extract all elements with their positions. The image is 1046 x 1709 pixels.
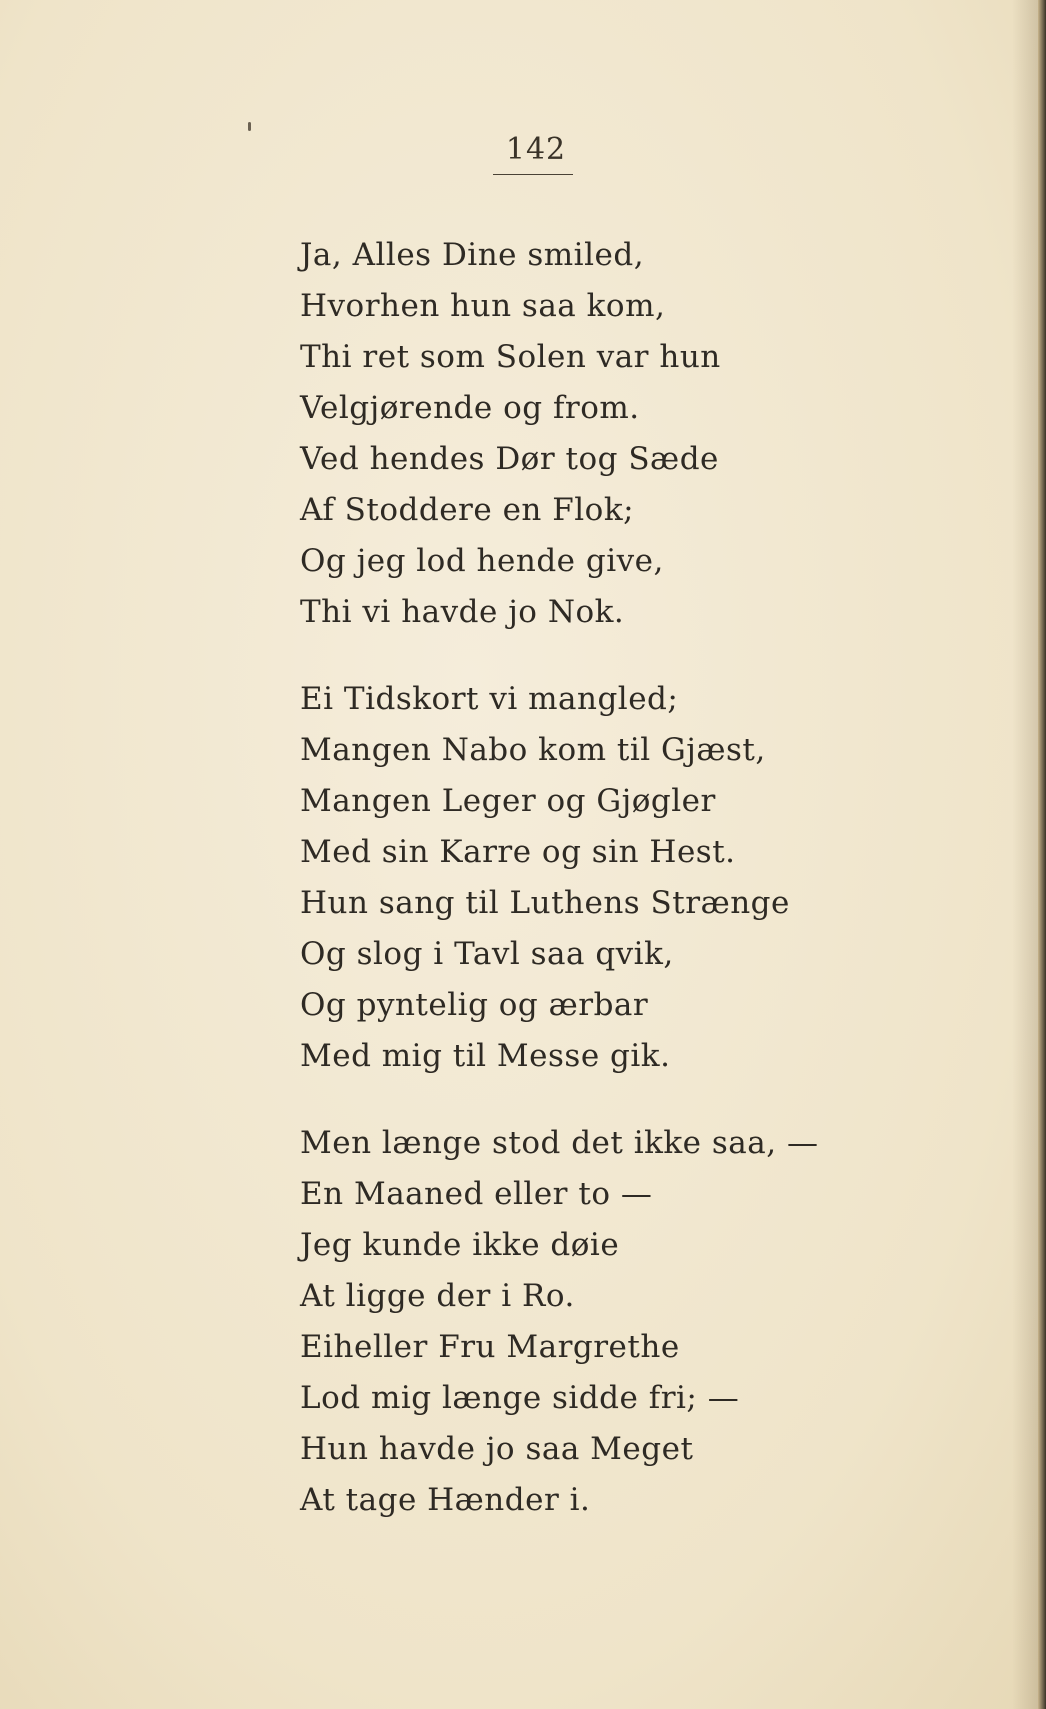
verse-line: Hun havde jo saa Meget <box>300 1431 694 1467</box>
page-edge <box>1038 0 1046 1709</box>
stanza-3 <box>300 1118 818 1526</box>
verse-line: Mangen Leger og Gjøgler <box>300 783 716 819</box>
verse-line: Eiheller Fru Margrethe <box>300 1329 680 1365</box>
page-gutter-shadow <box>1012 0 1038 1709</box>
verse-line: Thi vi havde jo Nok. <box>300 594 625 630</box>
ink-speck <box>248 122 251 131</box>
verse-line: Hvorhen hun saa kom, <box>300 288 666 324</box>
verse-line: At tage Hænder i. <box>300 1482 591 1518</box>
verse-line: Af Stoddere en Flok; <box>300 492 635 528</box>
stanza-1 <box>300 230 721 638</box>
verse-line: Thi ret som Solen var hun <box>300 339 721 375</box>
verse-line: Hun sang til Luthens Strænge <box>300 885 790 921</box>
verse-line: Mangen Nabo kom til Gjæst, <box>300 732 766 768</box>
verse-line: Ja, Alles Dine smiled, <box>300 237 645 273</box>
page-number-rule <box>493 174 573 175</box>
verse-line: Ved hendes Dør tog Sæde <box>300 441 719 477</box>
verse-line: Og slog i Tavl saa qvik, <box>300 936 674 972</box>
verse-line: At ligge der i Ro. <box>300 1278 575 1314</box>
verse-line: Med sin Karre og sin Hest. <box>300 834 736 870</box>
verse-line: Jeg kunde ikke døie <box>300 1227 620 1263</box>
verse-line: En Maaned eller to — <box>300 1176 653 1212</box>
verse-line: Og pyntelig og ærbar <box>300 987 649 1023</box>
verse-line: Og jeg lod hende give, <box>300 543 664 579</box>
stanza-2 <box>300 674 790 1082</box>
page-number: 142 <box>505 132 567 167</box>
verse-line: Men længe stod det ikke saa, — <box>300 1125 819 1161</box>
verse-line: Ei Tidskort vi mangled; <box>300 681 679 717</box>
verse-line: Med mig til Messe gik. <box>300 1038 671 1074</box>
verse-line: Velgjørende og from. <box>300 390 640 426</box>
verse-line: Lod mig længe sidde fri; — <box>300 1380 740 1416</box>
